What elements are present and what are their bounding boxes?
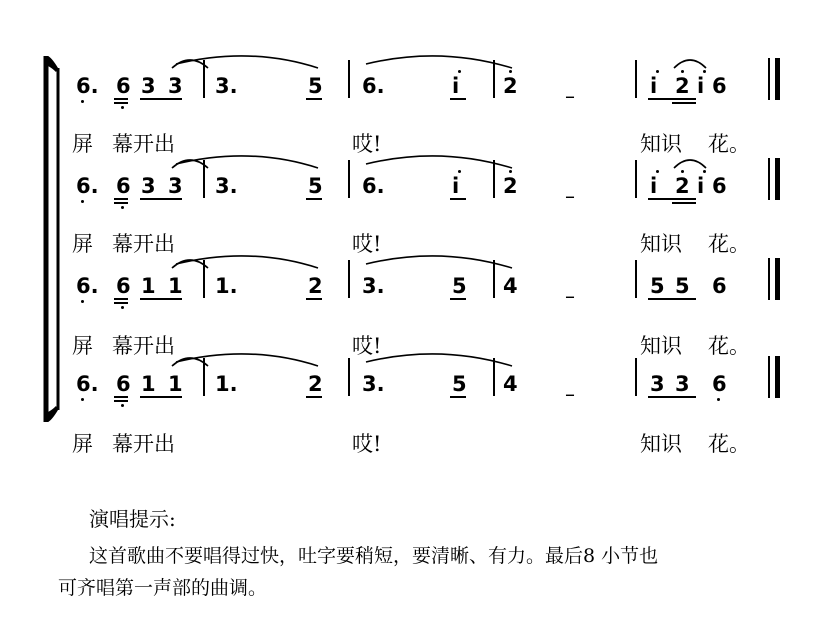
note: 6 xyxy=(712,74,727,98)
note: 3 xyxy=(141,174,156,198)
note: 1 xyxy=(141,372,156,396)
note: i xyxy=(650,174,658,198)
note: 5 xyxy=(650,274,665,298)
note: 3. xyxy=(362,274,385,298)
beam xyxy=(114,302,128,304)
octave-dot xyxy=(656,70,659,73)
octave-dot xyxy=(509,170,512,173)
final-barline xyxy=(775,356,780,398)
note: 1. xyxy=(215,274,238,298)
note: 6. xyxy=(362,74,385,98)
lyric: 屏 xyxy=(72,132,93,156)
beam xyxy=(648,98,696,100)
sustain-dash: – xyxy=(565,382,575,406)
barline xyxy=(203,160,205,198)
lyric: 知识 xyxy=(640,232,682,256)
octave-dot xyxy=(81,398,84,401)
beam xyxy=(450,298,466,300)
slur-arc xyxy=(674,60,706,68)
note: 3. xyxy=(362,372,385,396)
note: 2 xyxy=(503,174,518,198)
barline xyxy=(635,160,637,198)
note: 6 xyxy=(116,174,131,198)
note: 5 xyxy=(308,74,323,98)
note: 6. xyxy=(76,274,99,298)
lyric: 幕开出 xyxy=(112,432,175,456)
note: i xyxy=(697,74,705,98)
note: 3. xyxy=(215,174,238,198)
note: i xyxy=(697,174,705,198)
note: 5 xyxy=(452,372,467,396)
octave-dot xyxy=(703,170,706,173)
note: 5 xyxy=(308,174,323,198)
barline xyxy=(348,60,350,98)
beam xyxy=(648,298,696,300)
beam xyxy=(114,102,128,104)
note: 6. xyxy=(76,74,99,98)
beam xyxy=(140,198,182,200)
barline xyxy=(203,358,205,396)
lyric: 知识 xyxy=(640,334,682,358)
lyric: 知识 xyxy=(640,432,682,456)
note: 6. xyxy=(362,174,385,198)
lyric: 屏 xyxy=(72,432,93,456)
note: 3 xyxy=(168,174,183,198)
barline xyxy=(493,260,495,298)
beam xyxy=(114,298,128,300)
beam xyxy=(114,400,128,402)
beam xyxy=(450,98,466,100)
beam xyxy=(114,198,128,200)
final-barline-thin xyxy=(768,58,770,100)
beam xyxy=(140,396,182,398)
note: i xyxy=(452,174,460,198)
note: 1. xyxy=(215,372,238,396)
octave-dot xyxy=(458,70,461,73)
note: 2 xyxy=(675,74,690,98)
note: 1 xyxy=(141,274,156,298)
lyric: 幕开出 xyxy=(112,334,175,358)
octave-dot xyxy=(81,100,84,103)
barline xyxy=(203,260,205,298)
barline xyxy=(203,60,205,98)
note: 4 xyxy=(503,372,518,396)
beam xyxy=(114,396,128,398)
barline xyxy=(348,358,350,396)
final-barline-thin xyxy=(768,258,770,300)
lyric: 花。 xyxy=(708,432,750,456)
barline xyxy=(635,260,637,298)
beam xyxy=(306,298,322,300)
barline xyxy=(635,358,637,396)
lyric: 哎! xyxy=(352,132,382,156)
beam xyxy=(648,396,696,398)
octave-dot xyxy=(681,170,684,173)
hint-title: 演唱提示: xyxy=(89,507,176,531)
note: 3. xyxy=(215,74,238,98)
beam xyxy=(140,298,182,300)
final-barline xyxy=(775,58,780,100)
slur-arc xyxy=(366,156,512,168)
beam xyxy=(672,202,696,204)
note: 6 xyxy=(712,274,727,298)
beam xyxy=(648,198,696,200)
final-barline xyxy=(775,158,780,200)
note: 2 xyxy=(308,274,323,298)
beam xyxy=(114,202,128,204)
note: 2 xyxy=(675,174,690,198)
octave-dot xyxy=(81,300,84,303)
octave-dot xyxy=(703,70,706,73)
note: 6. xyxy=(76,174,99,198)
hint-line-2: 可齐唱第一声部的曲调。 xyxy=(58,577,268,599)
note: 1 xyxy=(168,274,183,298)
lyric: 花。 xyxy=(708,334,750,358)
barline xyxy=(348,160,350,198)
octave-dot xyxy=(81,200,84,203)
note: 1 xyxy=(168,372,183,396)
slur-arc xyxy=(366,354,512,366)
note: 3 xyxy=(675,372,690,396)
lyric: 幕开出 xyxy=(112,232,175,256)
note: 3 xyxy=(141,74,156,98)
barline xyxy=(493,60,495,98)
note: 6. xyxy=(76,372,99,396)
note: i xyxy=(452,74,460,98)
note: 3 xyxy=(168,74,183,98)
note: 5 xyxy=(452,274,467,298)
note: 6 xyxy=(116,74,131,98)
beam xyxy=(450,396,466,398)
beam xyxy=(306,396,322,398)
octave-dot xyxy=(681,70,684,73)
hint-line-1: 这首歌曲不要唱得过快，吐字要稍短，要清晰、有力。最后8 小节也 xyxy=(89,545,659,567)
note: 6 xyxy=(712,174,727,198)
barline xyxy=(493,160,495,198)
note: 6 xyxy=(712,372,727,396)
lyric: 哎! xyxy=(352,432,382,456)
note: 5 xyxy=(675,274,690,298)
barline xyxy=(635,60,637,98)
final-barline-thin xyxy=(768,356,770,398)
slur-arc xyxy=(366,56,512,68)
lyric: 花。 xyxy=(708,132,750,156)
note: 6 xyxy=(116,372,131,396)
octave-dot xyxy=(458,170,461,173)
lyric: 知识 xyxy=(640,132,682,156)
beam xyxy=(306,98,322,100)
slur-arc xyxy=(674,160,706,168)
octave-dot xyxy=(121,306,124,309)
sustain-dash: – xyxy=(565,84,575,108)
lyric: 幕开出 xyxy=(112,132,175,156)
note: i xyxy=(650,74,658,98)
note: 6 xyxy=(116,274,131,298)
sustain-dash: – xyxy=(565,184,575,208)
octave-dot xyxy=(121,206,124,209)
octave-dot xyxy=(717,398,720,401)
octave-dot xyxy=(509,70,512,73)
lyric: 屏 xyxy=(72,334,93,358)
barline xyxy=(348,260,350,298)
lyric: 屏 xyxy=(72,232,93,256)
note: 2 xyxy=(308,372,323,396)
beam xyxy=(672,102,696,104)
beam xyxy=(114,98,128,100)
sustain-dash: – xyxy=(565,284,575,308)
beam xyxy=(306,198,322,200)
lyric: 花。 xyxy=(708,232,750,256)
barline xyxy=(493,358,495,396)
final-barline-thin xyxy=(768,158,770,200)
note: 3 xyxy=(650,372,665,396)
lyric: 哎! xyxy=(352,334,382,358)
octave-dot xyxy=(121,106,124,109)
beam xyxy=(450,198,466,200)
octave-dot xyxy=(656,170,659,173)
note: 4 xyxy=(503,274,518,298)
octave-dot xyxy=(121,404,124,407)
note: 2 xyxy=(503,74,518,98)
beam xyxy=(140,98,182,100)
lyric: 哎! xyxy=(352,232,382,256)
slur-arc xyxy=(366,256,512,268)
final-barline xyxy=(775,258,780,300)
